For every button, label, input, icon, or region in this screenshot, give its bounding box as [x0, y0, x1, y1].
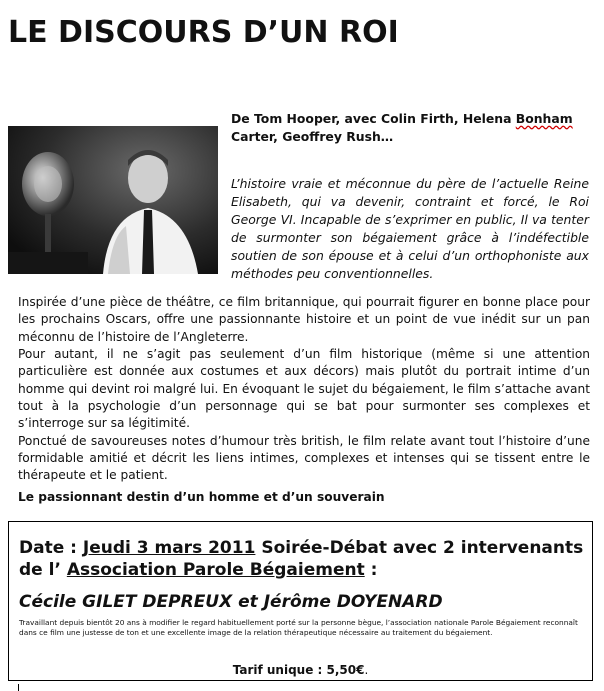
ticket-price [9, 663, 592, 677]
tagline: Le passionnant destin d’un homme et d’un souverain [18, 490, 385, 504]
association-name: Association Parole Bégaiement [66, 559, 365, 580]
event-speakers: Cécile GILET DEPREUX et Jérôme DOYENARD [19, 592, 443, 612]
event-box [8, 521, 593, 681]
credits-underlined-word: Bonham [515, 111, 573, 126]
ticket-price-text: Tarif unique : 5,50€ [232, 663, 365, 677]
association-prefix: de l’ [19, 559, 67, 580]
event-description: Soirée-Débat avec 2 intervenants [255, 538, 584, 558]
film-still-photo [8, 126, 218, 274]
credits-text: De Tom Hooper, avec Colin Firth, Helena [231, 111, 516, 126]
date-prefix: Date : [19, 538, 83, 558]
page-title: LE DISCOURS D’UN ROI [8, 15, 399, 50]
review-paragraph: Pour autant, il ne s’agit pas seulement d’un film historique (même si une attention particulière est donnée aux costumes et aux décors) mais plutôt du portrait intime d’un homme qui devint roi malgré lui. En évoquant le sujet du bégaiement, le film s’attache avant tout à la psychologie d’un personnage qui se bat pour surmonter ses complexes et s’interroge sur sa légitimité. [18, 346, 590, 431]
review-paragraph: Ponctué de savoureuses notes d’humour très british, le film relate avant tout l’histoire d’une formidable amitié et décrit les liens intimes, complexes et intenses qui se tissent entre le thérapeute et le patient. [18, 433, 590, 483]
review-paragraph: Inspirée d’une pièce de théâtre, ce film britannique, qui pourrait figurer en bonne place pour les prochains Oscars, offre une passionnante histoire et un point de vue inédit sur un pan méconnu de l’histoire de l’Angleterre. [18, 295, 590, 344]
page-edge-mark [18, 684, 19, 691]
event-date: Jeudi 3 mars 2011 [82, 538, 256, 558]
ticket-price-dot: . [364, 663, 369, 677]
event-heading [19, 538, 591, 582]
review-body [18, 294, 590, 485]
association-note: Travaillant depuis bientôt 20 ans à modifier le regard habituellement porté sur la personne bègue, l’association nationale Parole Bégaiement reconnaît dans ce film une justesse de ton et une excellente image de la relation thérapeutique nécessaire au traitement du bégaiement. [19, 618, 578, 637]
film-synopsis: L’histoire vraie et méconnue du père de l’actuelle Reine Elisabeth, qui va devenir, contraint et forcé, le Roi George VI. Incapable de s’exprimer en public, Il va tenter de surmonter son bégaiement grâce à l’indéfectible soutien de son épouse et à celui d’un orthophoniste aux méthodes peu conventionnelles. [231, 176, 589, 281]
credits-text-end: Carter, Geoffrey Rush… [231, 128, 394, 144]
film-still-image [8, 126, 218, 274]
association-suffix: : [364, 559, 378, 580]
film-credits [231, 110, 589, 146]
